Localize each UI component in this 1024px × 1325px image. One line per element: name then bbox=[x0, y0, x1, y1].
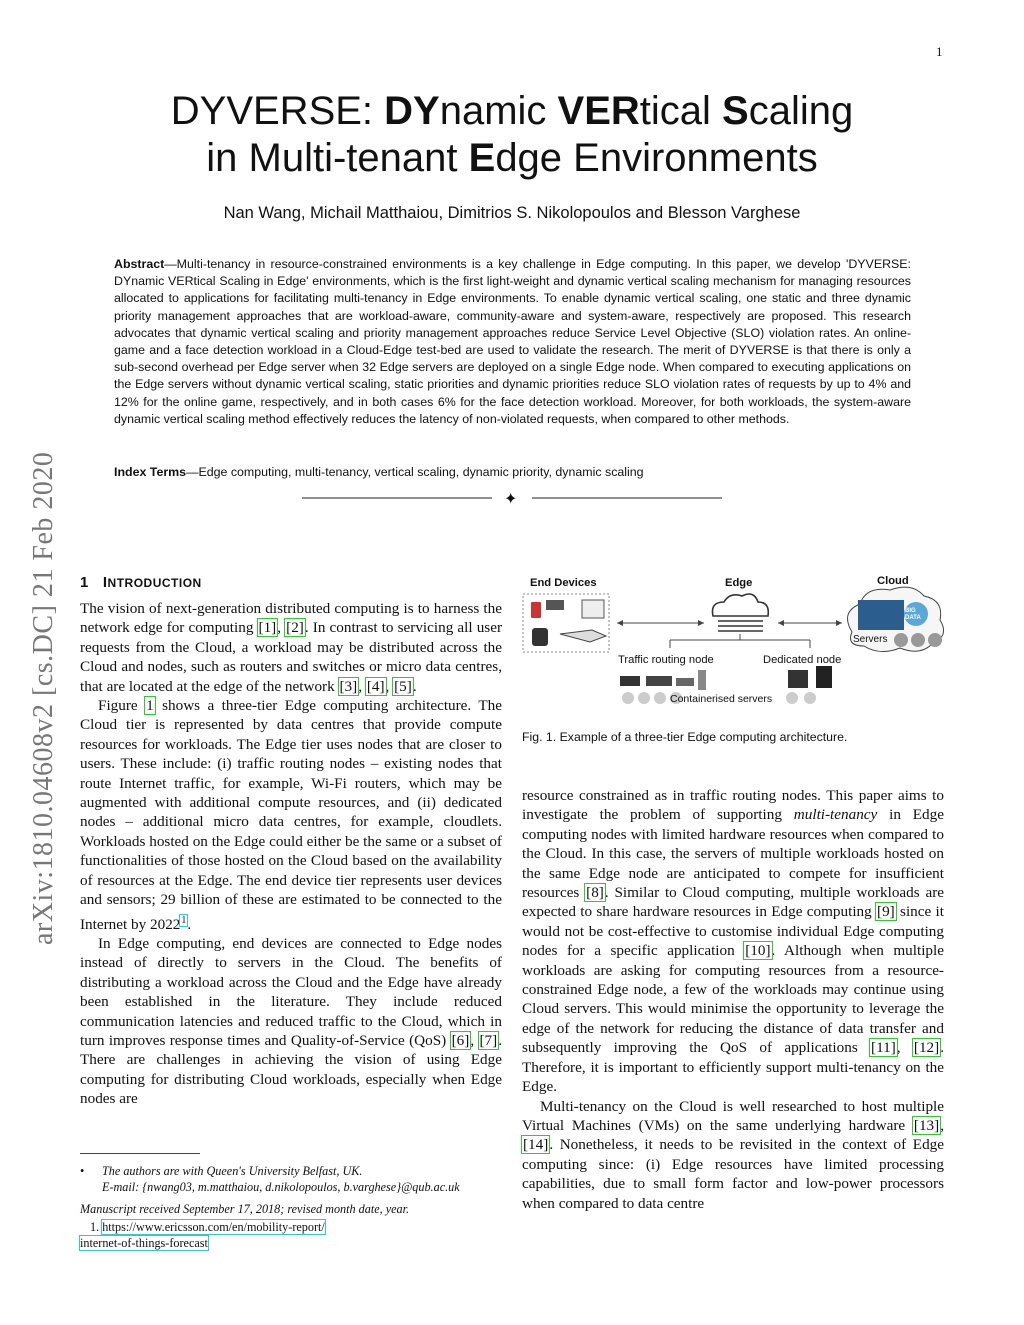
footnote-url-link[interactable]: https://www.ericsson.com/en/mobility-report/ bbox=[102, 1220, 325, 1234]
router-icon bbox=[698, 670, 706, 690]
datacentre-icon bbox=[858, 600, 904, 630]
phone-icon bbox=[531, 602, 541, 618]
citation-link[interactable]: [10] bbox=[745, 942, 771, 960]
label-cloud: Cloud bbox=[877, 575, 909, 587]
left-column bbox=[80, 599, 502, 1109]
citation-link[interactable]: [4] bbox=[366, 677, 385, 695]
footnote-rule bbox=[80, 1153, 200, 1154]
paragraph: Multi-tenancy on the Cloud is well researched to host multiple Virtual Machines (VMs) on the same underlying hardware [13], [14]. Nonetheless, it needs to be revisited in the context of Edge computing since: (i) Edge resources have limited processing capabilities, due to small form factor and low-power processors when compared to data centre bbox=[522, 1097, 944, 1212]
figure-link[interactable]: 1 bbox=[146, 697, 154, 715]
server-icon bbox=[928, 633, 942, 647]
paragraph: resource constrained as in traffic routing nodes. This paper aims to investigate the problem of supporting multi-tenancy in Edge computing nodes with limited hardware resources when compared to the Cloud. In this case, the servers of multiple workloads hosted on the same Edge node are anticipated to compete for insufficient resources [8]. Similar to Cloud computing, multiple workloads are expected to share hardware resources in Edge computing [9] since it would not be cost-effective to customise individual Edge computing nodes for a specific application [10]. Although when multiple workloads are asking for computing resources from a resource-constrained Edge node, a few of the workloads may continue using Cloud servers. This would minimise the opportunity to leverage the edge of the network for reducing the distance of data transfer and subsequently improving the QoS of applications [11], [12]. Therefore, it is important to efficiently support multi-tenancy on the Edge. bbox=[522, 787, 945, 1096]
abstract-text: —Multi-tenancy in resource-constrained environments is a key challenge in Edge computing. In this paper, we develop 'DYVERSE: DYnamic VERtical Scaling in Edge' environments, which is the first light-weight and dynamic vertical scaling mechanism for managing resources allocated to applications for facilitating multi-tenancy in Edge environments. To enable dynamic vertical scaling, one static and three dynamic priority management approaches that are workload-aware, community-aware and system-aware, respectively are proposed. This research advocates that dynamic vertical scaling and priority management approaches reduce Service Level Objective (SLO) violation rates. An online-game and a face detection workload in a Cloud-Edge test-bed are used to validate the research. The merit of DYVERSE is that there is only a sub-second overhead per Edge server when 32 Edge servers are deployed on a single Edge node. When compared to executing applications on the Edge servers without dynamic vertical scaling, static priorities and dynamic priorities reduce SLO violation rates of requests by up to 4% and 12% for the online game, respectively, and in both cases 6% for the face detection workload. Moreover, for both workloads, the system-aware dynamic vertical scaling method effectively reduces the latency of non-violated requests, when compared to other methods. bbox=[114, 257, 911, 426]
title-line-1: DYVERSE: DYnamic VERtical Scaling bbox=[170, 89, 854, 133]
index-terms-text: —Edge computing, multi-tenancy, vertical scaling, dynamic priority, dynamic scaling bbox=[186, 465, 644, 479]
abstract-label: Abstract bbox=[114, 257, 165, 271]
citation-link[interactable]: [3] bbox=[339, 677, 358, 695]
affiliation: The authors are with Queen's University Belfast, UK. bbox=[102, 1164, 363, 1178]
footnote-1 bbox=[80, 1219, 506, 1251]
figure-1 bbox=[520, 572, 950, 722]
server-icon bbox=[894, 633, 908, 647]
paragraph: The vision of next-generation distributed computing is to harness the network edge for computing [1], [2]. In contrast to servicing all user requests from the Cloud, a workload may be distributed across the Cloud and nodes, such as routers and switches or micro data centres, that are located at the edge of the network [3], [4], [5]. bbox=[80, 600, 502, 695]
label-traffic-routing-node: Traffic routing node bbox=[618, 654, 714, 666]
figure-caption: Fig. 1. Example of a three-tier Edge computing architecture. bbox=[522, 730, 848, 744]
server-icon bbox=[911, 633, 925, 647]
index-terms-label: Index Terms bbox=[114, 465, 187, 479]
arxiv-stamp: arXiv:1810.04608v2 [cs.DC] 21 Feb 2020 bbox=[28, 451, 59, 945]
container-icon bbox=[786, 692, 798, 704]
container-icon bbox=[638, 692, 650, 704]
email: E-mail: {nwang03, m.matthaiou, d.nikolopoulos, b.varghese}@qub.ac.uk bbox=[102, 1180, 460, 1194]
index-terms bbox=[114, 465, 911, 479]
citation-link[interactable]: [9] bbox=[877, 903, 895, 921]
citation-link[interactable]: [1] bbox=[258, 619, 277, 637]
citation-link[interactable]: [8] bbox=[586, 884, 604, 902]
thermostat-icon bbox=[582, 600, 604, 618]
abstract bbox=[114, 256, 911, 428]
paper-title bbox=[100, 88, 924, 182]
author-list: Nan Wang, Michail Matthaiou, Dimitrios S. Nikolopoulos and Blesson Varghese bbox=[223, 204, 801, 222]
glasses-icon bbox=[560, 630, 606, 642]
label-servers: Servers bbox=[853, 634, 888, 645]
right-column bbox=[522, 786, 944, 1213]
section-heading: 1 INTRODUCTION bbox=[80, 574, 202, 591]
container-icon bbox=[622, 692, 634, 704]
label-dedicated-node: Dedicated node bbox=[763, 654, 842, 666]
citation-link[interactable]: [7] bbox=[479, 1032, 498, 1049]
citation-link[interactable]: [5] bbox=[394, 677, 412, 695]
citation-link[interactable]: [14] bbox=[523, 1136, 549, 1154]
citation-link[interactable]: [13] bbox=[913, 1116, 940, 1134]
router-icon bbox=[620, 676, 640, 686]
paragraph: Figure 1 shows a three-tier Edge computing architecture. The Cloud tier is represented by data centres that provide compute resources for workloads. The Edge tier uses nodes that are closer to users. These include: (i) traffic routing nodes – existing nodes that route Internet traffic, for example, Wi-Fi routers, which may be augmented with additional compute resources, and (ii) dedicated nodes – additional micro data centres, for example, cloudlets. Workloads hosted on the Edge could either be the same or a subset of functionalities of those hosted on the Cloud based on the availability of resources at the Edge. The end device tier represents user devices and sensors; 29 billion of these are estimated to be connected to the Internet by 2022$^1$. bbox=[80, 697, 502, 933]
edge-cloud-icon bbox=[712, 594, 768, 616]
container-icon bbox=[654, 692, 666, 704]
container-icon bbox=[804, 692, 816, 704]
router-icon bbox=[646, 676, 672, 686]
paragraph: In Edge computing, end devices are connected to Edge nodes instead of directly to servers in the Cloud. The benefits of distributing a workload across the Cloud and the Edge have already been established in the literature. They include reduced communication latencies and reduced traffic to the Cloud, which in turn improves response times and Quality-of-Service (QoS) [6], [7]. There are challenges in achieving the vision of using Edge computing for distributing Cloud workloads, especially when Edge nodes are bbox=[80, 934, 503, 1108]
label-end-devices: End Devices bbox=[530, 577, 597, 589]
citation-link[interactable]: [12] bbox=[913, 1039, 940, 1057]
affiliation-footnote bbox=[80, 1163, 500, 1195]
footnote-link[interactable]: 1 bbox=[181, 914, 187, 926]
section-separator bbox=[302, 490, 722, 510]
manuscript-note: Manuscript received September 17, 2018; revised month date, year. bbox=[80, 1202, 410, 1216]
camera-icon bbox=[546, 600, 564, 610]
citation-link[interactable]: [11] bbox=[871, 1039, 896, 1057]
title-line-2: in Multi-tenant Edge Environments bbox=[206, 136, 818, 180]
dedicated-server-icon bbox=[788, 670, 808, 688]
router-icon bbox=[676, 678, 694, 686]
page-number: 1 bbox=[936, 44, 943, 59]
citation-link[interactable]: [6] bbox=[451, 1032, 470, 1049]
bullet: • bbox=[80, 1164, 85, 1178]
dedicated-server-icon bbox=[816, 666, 832, 688]
footnote-url-link-cont[interactable]: internet-of-things-forecast bbox=[80, 1236, 208, 1250]
label-containerised-servers: Containerised servers bbox=[670, 693, 773, 705]
label-edge: Edge bbox=[725, 577, 753, 589]
footnote-number: 1. bbox=[90, 1220, 103, 1234]
separator-star-icon: ✦ bbox=[504, 491, 518, 508]
watch-icon bbox=[532, 628, 548, 646]
label-big-data: BIG DATA bbox=[905, 608, 921, 621]
citation-link[interactable]: [2] bbox=[286, 619, 304, 637]
